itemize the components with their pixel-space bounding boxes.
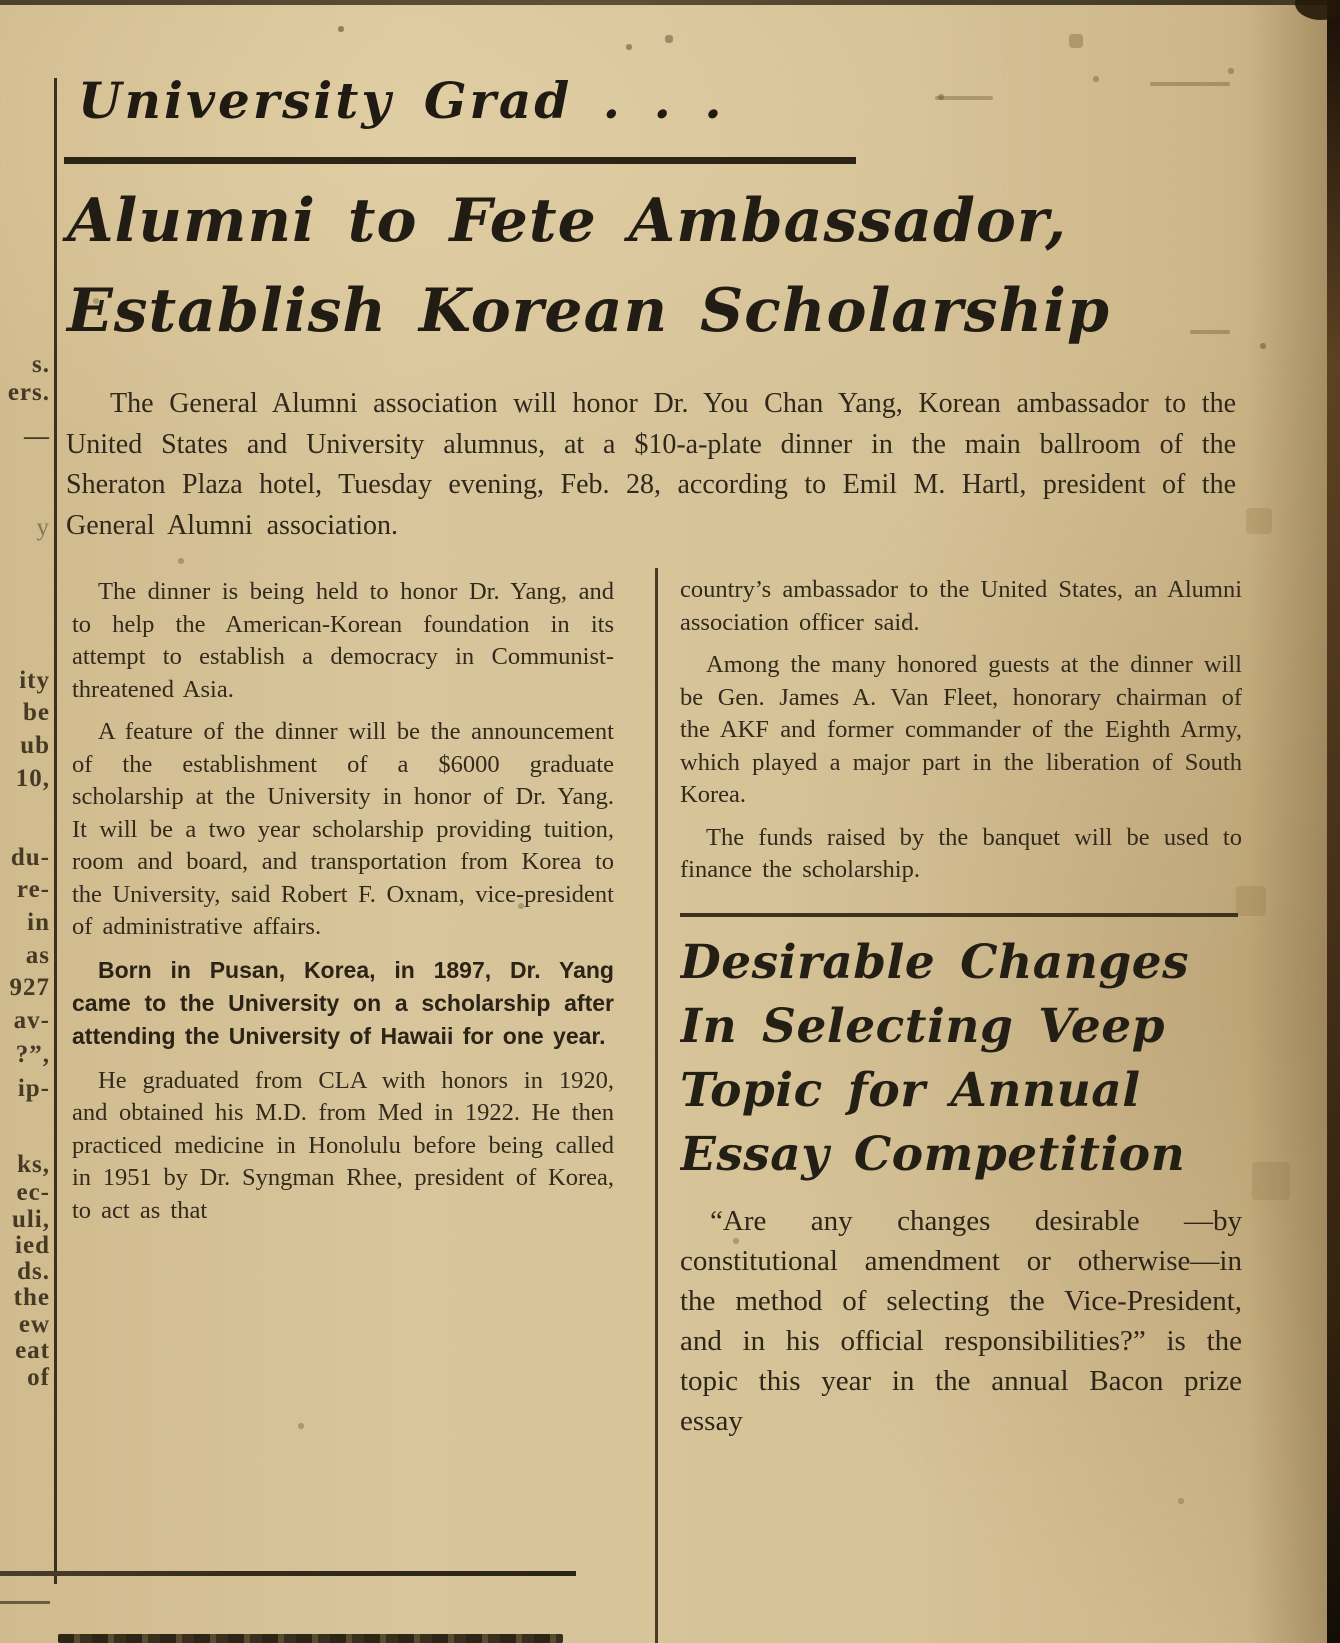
second-headline-line-3: Topic for Annual	[680, 1062, 1141, 1118]
margin-fragment: re-	[16, 876, 50, 903]
body-paragraph: The dinner is being held to honor Dr. Yang, and to help the American-Korean foundation in its attempt to establish a democracy in Communist-threatened Asia.	[72, 578, 614, 703]
margin-fragment: ity	[19, 667, 50, 694]
left-column-end-rule	[0, 1571, 576, 1576]
margin-fragment: s.	[32, 351, 50, 378]
margin-fragment: ew	[18, 1311, 50, 1338]
second-headline-line-4: Essay Competition	[680, 1126, 1186, 1182]
margin-fragment: uli,	[11, 1206, 50, 1233]
kicker-rule	[64, 157, 856, 164]
margin-fragment: in	[27, 909, 50, 936]
margin-fragment: ub	[20, 732, 50, 759]
body-paragraph: A feature of the dinner will be the announcement of the establishment of a $6000 graduate scholarship at the University in honor of Dr. Yang. It will be a two year scholarship providing tuition, room and board, and transportation from Korea to the University, said Robert F. Oxnam, vice-president of administrative affairs.	[72, 718, 614, 940]
bottom-cutoff-bar	[58, 1634, 563, 1643]
margin-fragment: ds.	[17, 1258, 50, 1285]
margin-fragment: ?”,	[15, 1041, 50, 1068]
article-right-column	[680, 574, 1242, 1643]
margin-fragment: av-	[13, 1007, 50, 1034]
margin-fragment: of	[27, 1364, 50, 1391]
margin-fragment: the	[13, 1284, 50, 1311]
margin-fragment: 927	[9, 974, 50, 1001]
second-headline-line-1: Desirable Changes	[680, 934, 1190, 990]
margin-fragment: du-	[10, 844, 50, 871]
kicker-headline: University Grad . . .	[78, 71, 725, 130]
margin-fragment: be	[23, 699, 50, 726]
section-divider-rule	[680, 913, 1238, 917]
left-column-rule	[54, 78, 57, 1584]
margin-fragment: ks,	[17, 1151, 50, 1178]
margin-fragment: 10,	[15, 765, 50, 792]
main-headline-line-2: Establish Korean Scholarship	[67, 276, 1110, 346]
main-headline-line-1: Alumni to Fete Ambassador,	[67, 186, 1068, 256]
margin-fragment: ers.	[7, 379, 50, 406]
margin-fragment: eat	[15, 1337, 50, 1364]
margin-fragment: —	[24, 423, 50, 450]
scan-top-edge	[0, 0, 1340, 5]
pencil-mark	[1150, 82, 1230, 86]
body-paragraph: Among the many honored guests at the dinner will be Gen. James A. Van Fleet, honorary chairman of the AKF and former commander of the Eighth Army, which played a major part in the liberation of South Korea.	[680, 651, 1242, 808]
margin-fragment: as	[25, 942, 50, 969]
body-paragraph: He graduated from CLA with honors in 1920, and obtained his M.D. from Med in 1922. He then practiced medicine in Honolulu before being called in 1951 by Dr. Syngman Rhee, president of Korea, to act as that	[72, 1066, 614, 1224]
body-paragraph: The funds raised by the banquet will be used to finance the scholarship.	[680, 823, 1242, 883]
body-paragraph-bold: Born in Pusan, Korea, in 1897, Dr. Yang came to the University on a scholarship after attending the University of Hawaii for one year.	[72, 956, 614, 1049]
pencil-mark	[935, 96, 993, 100]
center-column-rule	[655, 568, 658, 1643]
body-paragraph: country’s ambassador to the United States, an Alumni association officer said.	[680, 576, 1242, 636]
scan-page-edge	[1327, 0, 1340, 1643]
second-headline-line-2: In Selecting Veep	[680, 998, 1166, 1054]
paper-speckles	[0, 0, 2, 2]
essay-topic-paragraph: “Are any changes desirable —by constitutional amendment or otherwise—in the method of selecting the Vice-President, and in his official responsibilities?” is the topic this year in the annual Bacon prize essay	[680, 1204, 1242, 1437]
lead-paragraph: The General Alumni association will honor Dr. You Chan Yang, Korean ambassador to the United States and University alumnus, at a $10-a-plate dinner in the main ballroom of the Sheraton Plaza hotel, Tuesday evening, Feb. 28, according to Emil M. Hartl, president of the General Alumni association.	[66, 388, 1236, 541]
margin-end-dash	[0, 1601, 50, 1604]
margin-fragment: ec-	[16, 1179, 50, 1206]
second-article-headline	[680, 931, 1242, 1187]
page-curl-shading	[1248, 0, 1327, 1643]
margin-fragment: y	[36, 514, 50, 541]
main-headline	[67, 176, 1242, 356]
article-left-column	[72, 576, 614, 1237]
margin-fragment: ip-	[17, 1075, 50, 1102]
margin-fragment: ied	[15, 1232, 50, 1259]
